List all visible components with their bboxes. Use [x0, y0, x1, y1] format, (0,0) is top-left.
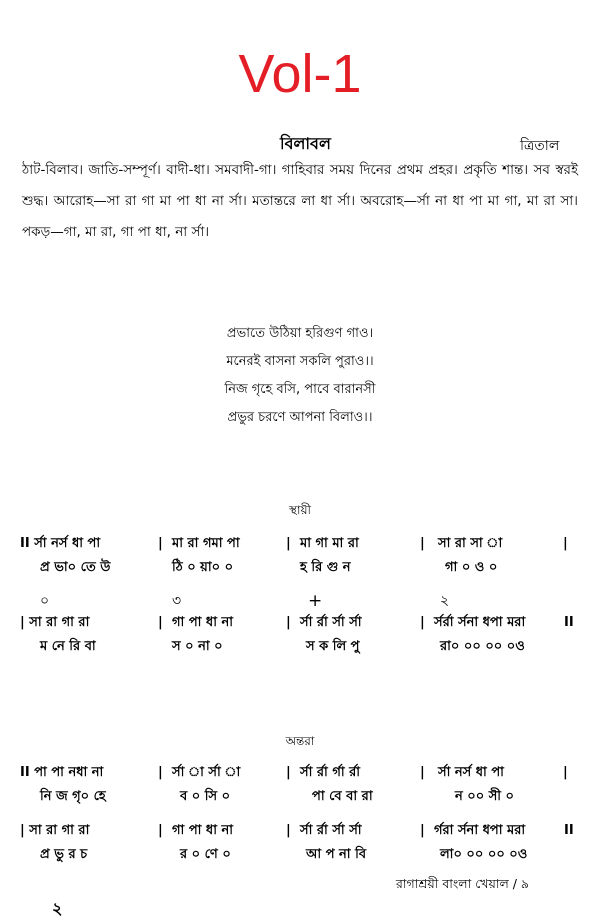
bar-line: |	[286, 765, 291, 780]
lyric-group: পা বে বা রা	[312, 789, 373, 804]
lyric-group: নি জ গৃ০ হে	[40, 789, 106, 804]
bar-line: |	[563, 765, 568, 780]
lyric-group: র ০ ণে ০	[180, 847, 231, 862]
antara-notes-row-2	[0, 820, 600, 842]
bar-line: |	[158, 823, 163, 838]
bar-line: |	[420, 823, 425, 838]
sthayi-words-row-1	[0, 557, 600, 579]
taal-mark: ২	[440, 593, 450, 609]
notation-group: র্সা র্রা র্সা র্সা	[300, 823, 362, 838]
bar-line: |	[420, 765, 425, 780]
lyric-group: স ০ না ০	[172, 639, 223, 654]
lyric-group: রা০ ০০ ০০ ০ও	[440, 639, 525, 654]
notation-group: | সা রা গা রা	[20, 615, 90, 630]
verse-line: মনেরই বাসনা সকলি পুরাও।।	[226, 354, 374, 369]
lyric-group: প্র ভা০ তে উ	[40, 560, 111, 575]
bar-line: |	[158, 615, 163, 630]
lyric-group: ন ০০ সী ০	[455, 789, 515, 804]
taal-mark: ০	[40, 593, 50, 609]
taal-mark: +	[308, 591, 323, 611]
volume-title: Vol-1	[238, 44, 362, 104]
taal-marks-row	[0, 590, 600, 612]
bar-line: |	[563, 536, 568, 551]
antara-heading: অন্তরা	[285, 734, 315, 748]
song-verse	[0, 320, 600, 432]
notation-group: র্সর্রা র্সনা ধপা মরা	[434, 615, 526, 630]
notation-group: গা পা ধা না	[172, 615, 234, 630]
sthayi-words-row-2	[0, 636, 600, 658]
lyric-group: হ রি গু ন	[300, 560, 351, 575]
lyric-group: প্র ভু র চ	[40, 847, 88, 862]
sthayi-notes-row-2	[0, 612, 600, 634]
raga-description: ঠাট-বিলাব। জাতি-সম্পূর্ণ। বাদী-ধা। সমবাদী-গা। গাহিবার সময় দিনের প্রথম প্রহর। প্রকৃতি শান্ত। সব স্বরই শুদ্ধ। আরোহ—সা রা গা মা পা ধা না র্সা। মতান্তরে লা ধা র্সা। অবরোহ—র্সা না ধা পা মা গা, মা রা সা। পকড়—গা, মা রা, গা পা ধা, না র্সা।	[22, 162, 578, 240]
sthayi-heading: স্থায়ী	[289, 503, 311, 517]
notation-group: সা রা সা া	[438, 536, 503, 551]
antara-notes-row-1	[0, 762, 600, 784]
bar-line: |	[286, 536, 291, 551]
notation-group: গা পা ধা না	[172, 823, 234, 838]
antara-words-row-1	[0, 786, 600, 808]
lyric-group: গা ০ ও ০	[445, 560, 498, 575]
lyric-group: স ক লি পু	[306, 639, 360, 654]
bar-line: II	[564, 823, 574, 838]
notation-group: | সা রা গা রা	[20, 823, 90, 838]
notation-group: র্সা নর্স ধা পা	[438, 765, 504, 780]
sthayi-notes-row-1	[0, 533, 600, 555]
bar-line: |	[158, 765, 163, 780]
lyric-group: ঠি ০ য়া০ ০	[172, 560, 234, 575]
notation-group: র্সা র্রা র্সা র্সা	[300, 615, 362, 630]
bar-line: |	[286, 823, 291, 838]
taal-name: ত্রিতাল	[520, 138, 560, 154]
verse-line: নিজ গৃহে বসি, পাবে বারানসী	[224, 382, 376, 397]
bar-line: |	[286, 615, 291, 630]
bar-line: |	[420, 615, 425, 630]
notation-group: II পা পা নধা না	[20, 765, 104, 780]
notation-group: র্গরা র্সনা ধপা মরা	[434, 823, 526, 838]
notation-group: র্সা র্রা র্গা র্রা	[300, 765, 361, 780]
taal-mark: ৩	[172, 593, 182, 609]
bar-line: |	[158, 536, 163, 551]
bar-line: II	[564, 615, 574, 630]
page-number: ২	[52, 899, 63, 918]
lyric-group: লা০ ০০ ০০ ০ও	[440, 847, 528, 862]
verse-line: প্রভাতে উঠিয়া হরিগুণ গাও।	[226, 326, 374, 341]
verse-line: প্রভুর চরণে আপনা বিলাও।।	[227, 410, 373, 425]
raga-name: বিলাবল	[280, 134, 331, 153]
antara-words-row-2	[0, 844, 600, 866]
notation-group: II র্সা নর্স ধা পা	[20, 536, 101, 551]
lyric-group: ম নে রি বা	[40, 639, 96, 654]
bar-line: |	[420, 536, 425, 551]
notation-group: র্সা া র্সা া	[172, 765, 241, 780]
lyric-group: আ প না বি	[306, 847, 367, 862]
notation-group: মা রা গমা পা	[172, 536, 240, 551]
lyric-group: ব ০ সি ০	[180, 789, 231, 804]
notation-group: মা গা মা রা	[300, 536, 359, 551]
book-footer: রাগাশ্রয়ী বাংলা খেয়াল / ৯	[396, 876, 530, 891]
